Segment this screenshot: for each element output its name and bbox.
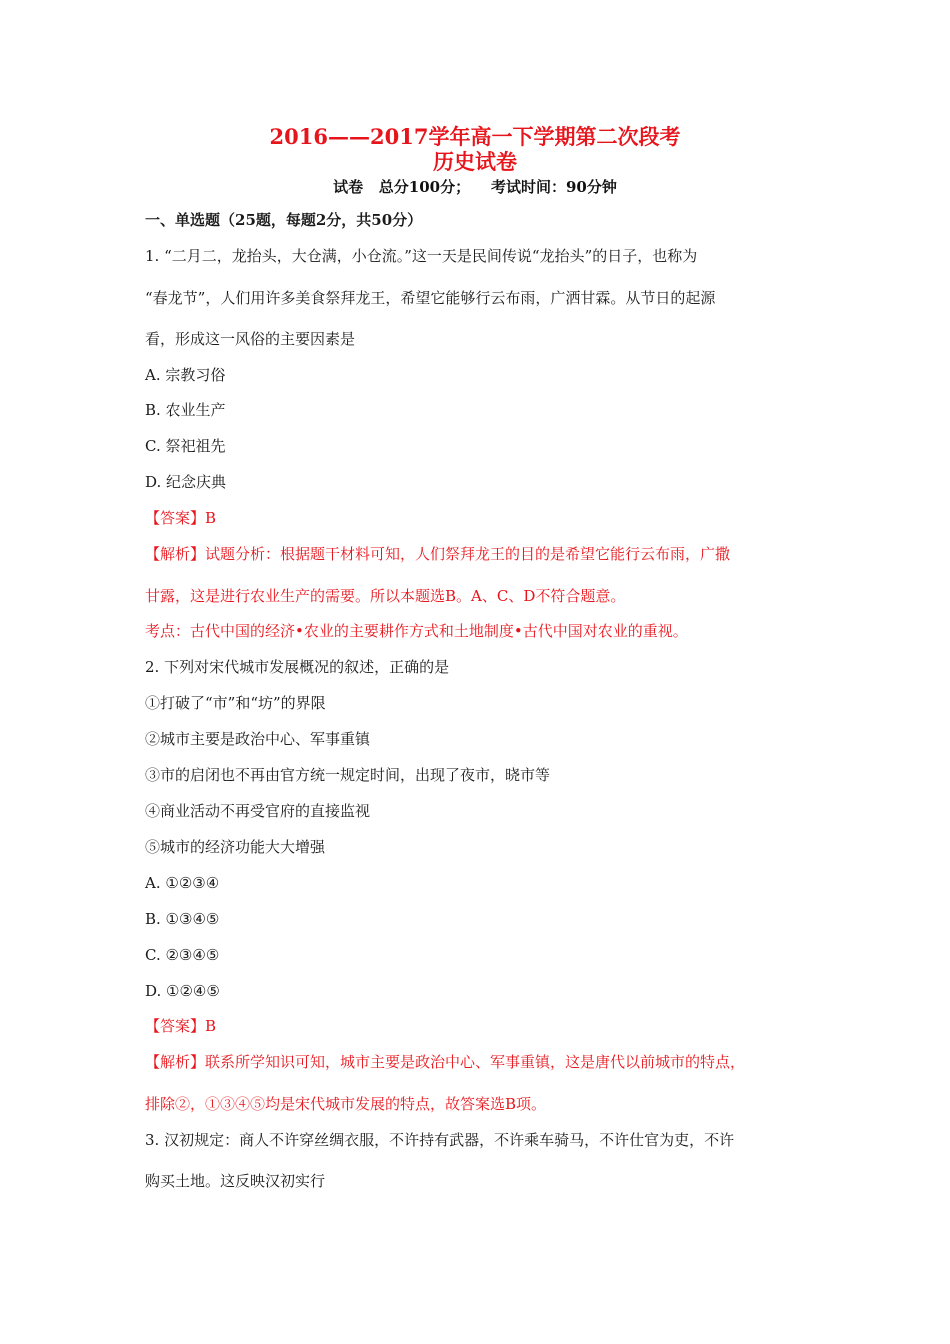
statement-item: ①打破了“市”和“坊”的界限 xyxy=(145,694,326,712)
question-text-line: “春龙节”，人们用许多美食祭拜龙王，希望它能够行云布雨，广洒甘霖。从节日的起源 xyxy=(145,289,716,307)
exam-info: 试卷 总分100分； 考试时间：90分钟 xyxy=(333,178,617,196)
answer-label: 【答案】 xyxy=(145,509,206,527)
analysis-text-line: 排除②，①③④⑤均是宋代城市发展的特点，故答案选B项。 xyxy=(145,1095,547,1113)
answer-line xyxy=(145,1017,815,1035)
answer-value: B xyxy=(205,1017,217,1035)
option-a: A. 宗教习俗 xyxy=(145,366,226,384)
analysis-label: 【解析】 xyxy=(145,545,206,563)
section-heading: 一、单选题（25题，每题2分，共50分） xyxy=(145,211,423,229)
option-c: C. ②③④⑤ xyxy=(145,946,220,964)
question-text-line: 购买土地。这反映汉初实行 xyxy=(145,1172,326,1190)
statement-item: ④商业活动不再受官府的直接监视 xyxy=(145,802,371,820)
option-b: B. 农业生产 xyxy=(145,401,226,419)
question-text-line: 1. “二月二，龙抬头，大仓满，小仓流。”这一天是民间传说“龙抬头”的日子，也称为 xyxy=(145,247,698,265)
question-text-line: 看，形成这一风俗的主要因素是 xyxy=(145,330,356,348)
option-c: C. 祭祀祖先 xyxy=(145,437,226,455)
analysis-text-line: 甘露，这是进行农业生产的需要。所以本题选B。A、C、D不符合题意。 xyxy=(145,587,626,605)
analysis-text: 联系所学知识可知，城市主要是政治中心、军事重镇，这是唐代以前城市的特点， xyxy=(205,1053,746,1071)
analysis-label: 【解析】 xyxy=(145,1053,206,1071)
answer-line xyxy=(145,509,815,527)
statement-item: ③市的启闭也不再由官方统一规定时间，出现了夜市，晓市等 xyxy=(145,766,551,784)
option-a: A. ①②③④ xyxy=(145,874,220,892)
analysis-line xyxy=(145,545,815,563)
answer-value: B xyxy=(205,509,217,527)
option-d: D. ①②④⑤ xyxy=(145,982,220,1000)
answer-label: 【答案】 xyxy=(145,1017,206,1035)
analysis-text: 试题分析：根据题干材料可知，人们祭拜龙王的目的是希望它能行云布雨，广撒 xyxy=(205,545,731,563)
exam-title-line1: 2016——2017学年高一下学期第二次段考 xyxy=(269,124,681,149)
question-text-line: 2. 下列对宋代城市发展概况的叙述，正确的是 xyxy=(145,658,450,676)
statement-item: ⑤城市的经济功能大大增强 xyxy=(145,838,326,856)
statement-item: ②城市主要是政治中心、军事重镇 xyxy=(145,730,371,748)
option-b: B. ①③④⑤ xyxy=(145,910,220,928)
question-text-line: 3. 汉初规定：商人不许穿丝绸衣服，不许持有武器，不许乘车骑马，不许仕官为吏，不许 xyxy=(145,1131,735,1149)
analysis-line xyxy=(145,1053,815,1071)
kaodian-line: 考点：古代中国的经济•农业的主要耕作方式和土地制度•古代中国对农业的重视。 xyxy=(145,622,688,640)
exam-title-line2: 历史试卷 xyxy=(433,149,517,174)
option-d: D. 纪念庆典 xyxy=(145,473,227,491)
